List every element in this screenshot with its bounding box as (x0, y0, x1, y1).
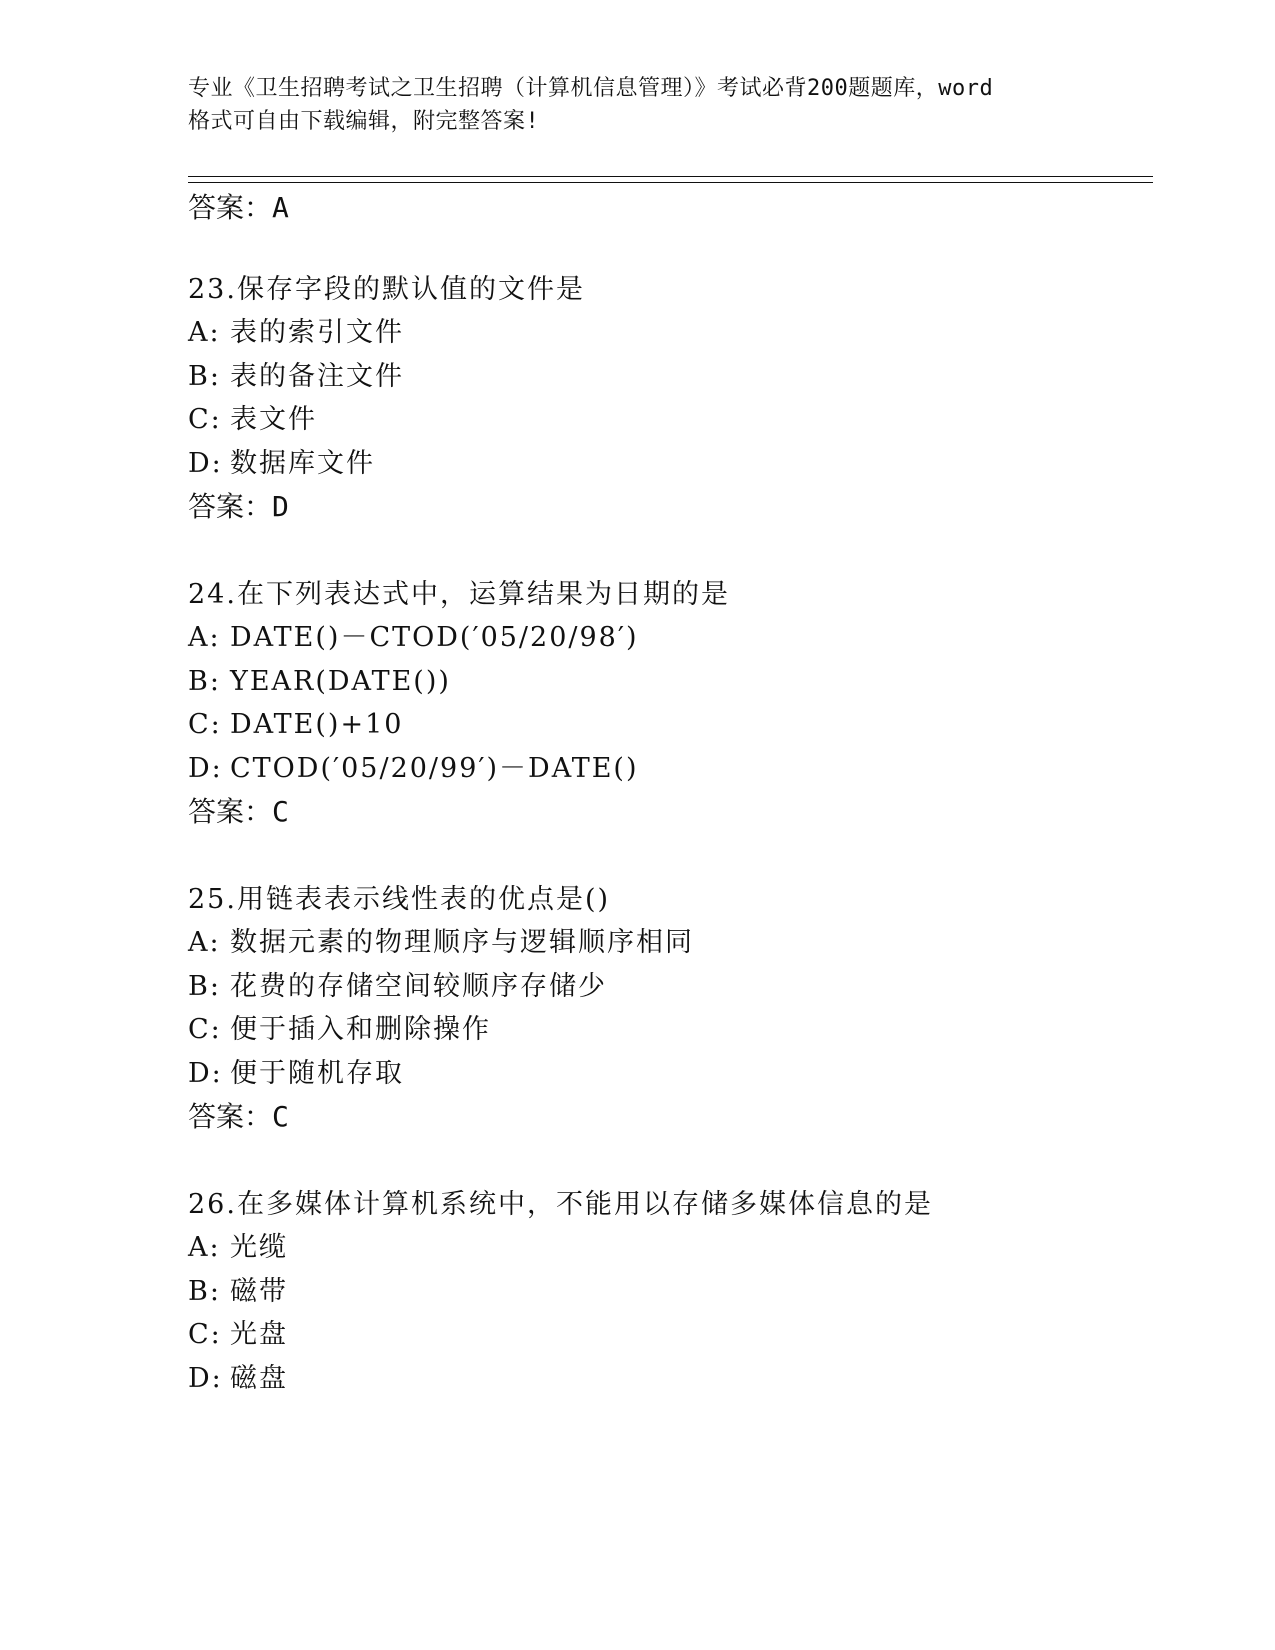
option-key: D: (188, 753, 223, 784)
option-key: C: (188, 1014, 222, 1045)
question-25-option-a (188, 923, 694, 963)
document-header (188, 72, 1088, 138)
header-title-line-2: 格式可自由下载编辑，附完整答案! (188, 109, 540, 134)
header-divider-bottom (188, 182, 1153, 183)
option-text: CTOD(′05/20/99′)－DATE() (230, 753, 639, 784)
question-23-option-d (188, 444, 375, 484)
option-text: 磁带 (230, 1276, 288, 1307)
question-24-option-d (188, 749, 639, 789)
option-key: A: (188, 1232, 221, 1263)
option-text: DATE()+10 (230, 709, 404, 740)
option-key: B: (188, 361, 221, 392)
question-23-stem: 23.保存字段的默认值的文件是 (188, 274, 585, 305)
question-23-option-c (188, 400, 317, 440)
option-key: D: (188, 1058, 223, 1089)
option-text: 光盘 (230, 1319, 288, 1350)
question-23-answer: 答案：D (188, 490, 289, 523)
option-text: 数据元素的物理顺序与逻辑顺序相同 (230, 927, 694, 958)
option-key: D: (188, 448, 223, 479)
option-text: 表的备注文件 (230, 361, 404, 392)
option-text: 表的索引文件 (230, 317, 404, 348)
option-key: B: (188, 971, 221, 1002)
option-text: 光缆 (230, 1232, 288, 1263)
question-25-stem: 25.用链表表示线性表的优点是() (188, 884, 611, 915)
option-text: 磁盘 (230, 1363, 288, 1394)
option-key: C: (188, 709, 222, 740)
question-25-option-b (188, 967, 607, 1007)
question-26-option-a (188, 1228, 288, 1268)
question-24-answer: 答案：C (188, 795, 289, 828)
option-key: A: (188, 927, 221, 958)
option-text: YEAR(DATE()) (230, 666, 451, 697)
option-key: D: (188, 1363, 223, 1394)
option-text: 花费的存储空间较顺序存储少 (230, 971, 607, 1002)
question-26-option-d (188, 1359, 288, 1399)
question-25-answer: 答案：C (188, 1100, 289, 1133)
question-23-option-b (188, 357, 404, 397)
option-key: A: (188, 317, 221, 348)
option-key: A: (188, 622, 221, 653)
header-title-line-1: 专业《卫生招聘考试之卫生招聘（计算机信息管理）》考试必背200题题库，word (188, 76, 994, 101)
option-text: 表文件 (230, 404, 317, 435)
question-23-option-a (188, 313, 404, 353)
option-text: 便于插入和删除操作 (230, 1014, 491, 1045)
question-24-option-a (188, 618, 639, 658)
question-24-stem: 24.在下列表达式中，运算结果为日期的是 (188, 579, 730, 610)
answer-previous: 答案：A (188, 191, 289, 224)
option-text: DATE()－CTOD(′05/20/98′) (230, 622, 639, 653)
header-divider-top (188, 176, 1153, 177)
question-26-option-c (188, 1315, 288, 1355)
option-key: B: (188, 1276, 221, 1307)
option-key: C: (188, 1319, 222, 1350)
question-24-option-b (188, 662, 451, 702)
question-24-option-c (188, 705, 403, 745)
option-key: B: (188, 666, 221, 697)
question-26-option-b (188, 1272, 288, 1312)
question-26-stem: 26.在多媒体计算机系统中，不能用以存储多媒体信息的是 (188, 1189, 933, 1220)
option-text: 便于随机存取 (230, 1058, 404, 1089)
option-text: 数据库文件 (230, 448, 375, 479)
question-25-option-d (188, 1054, 404, 1094)
question-25-option-c (188, 1010, 491, 1050)
option-key: C: (188, 404, 222, 435)
